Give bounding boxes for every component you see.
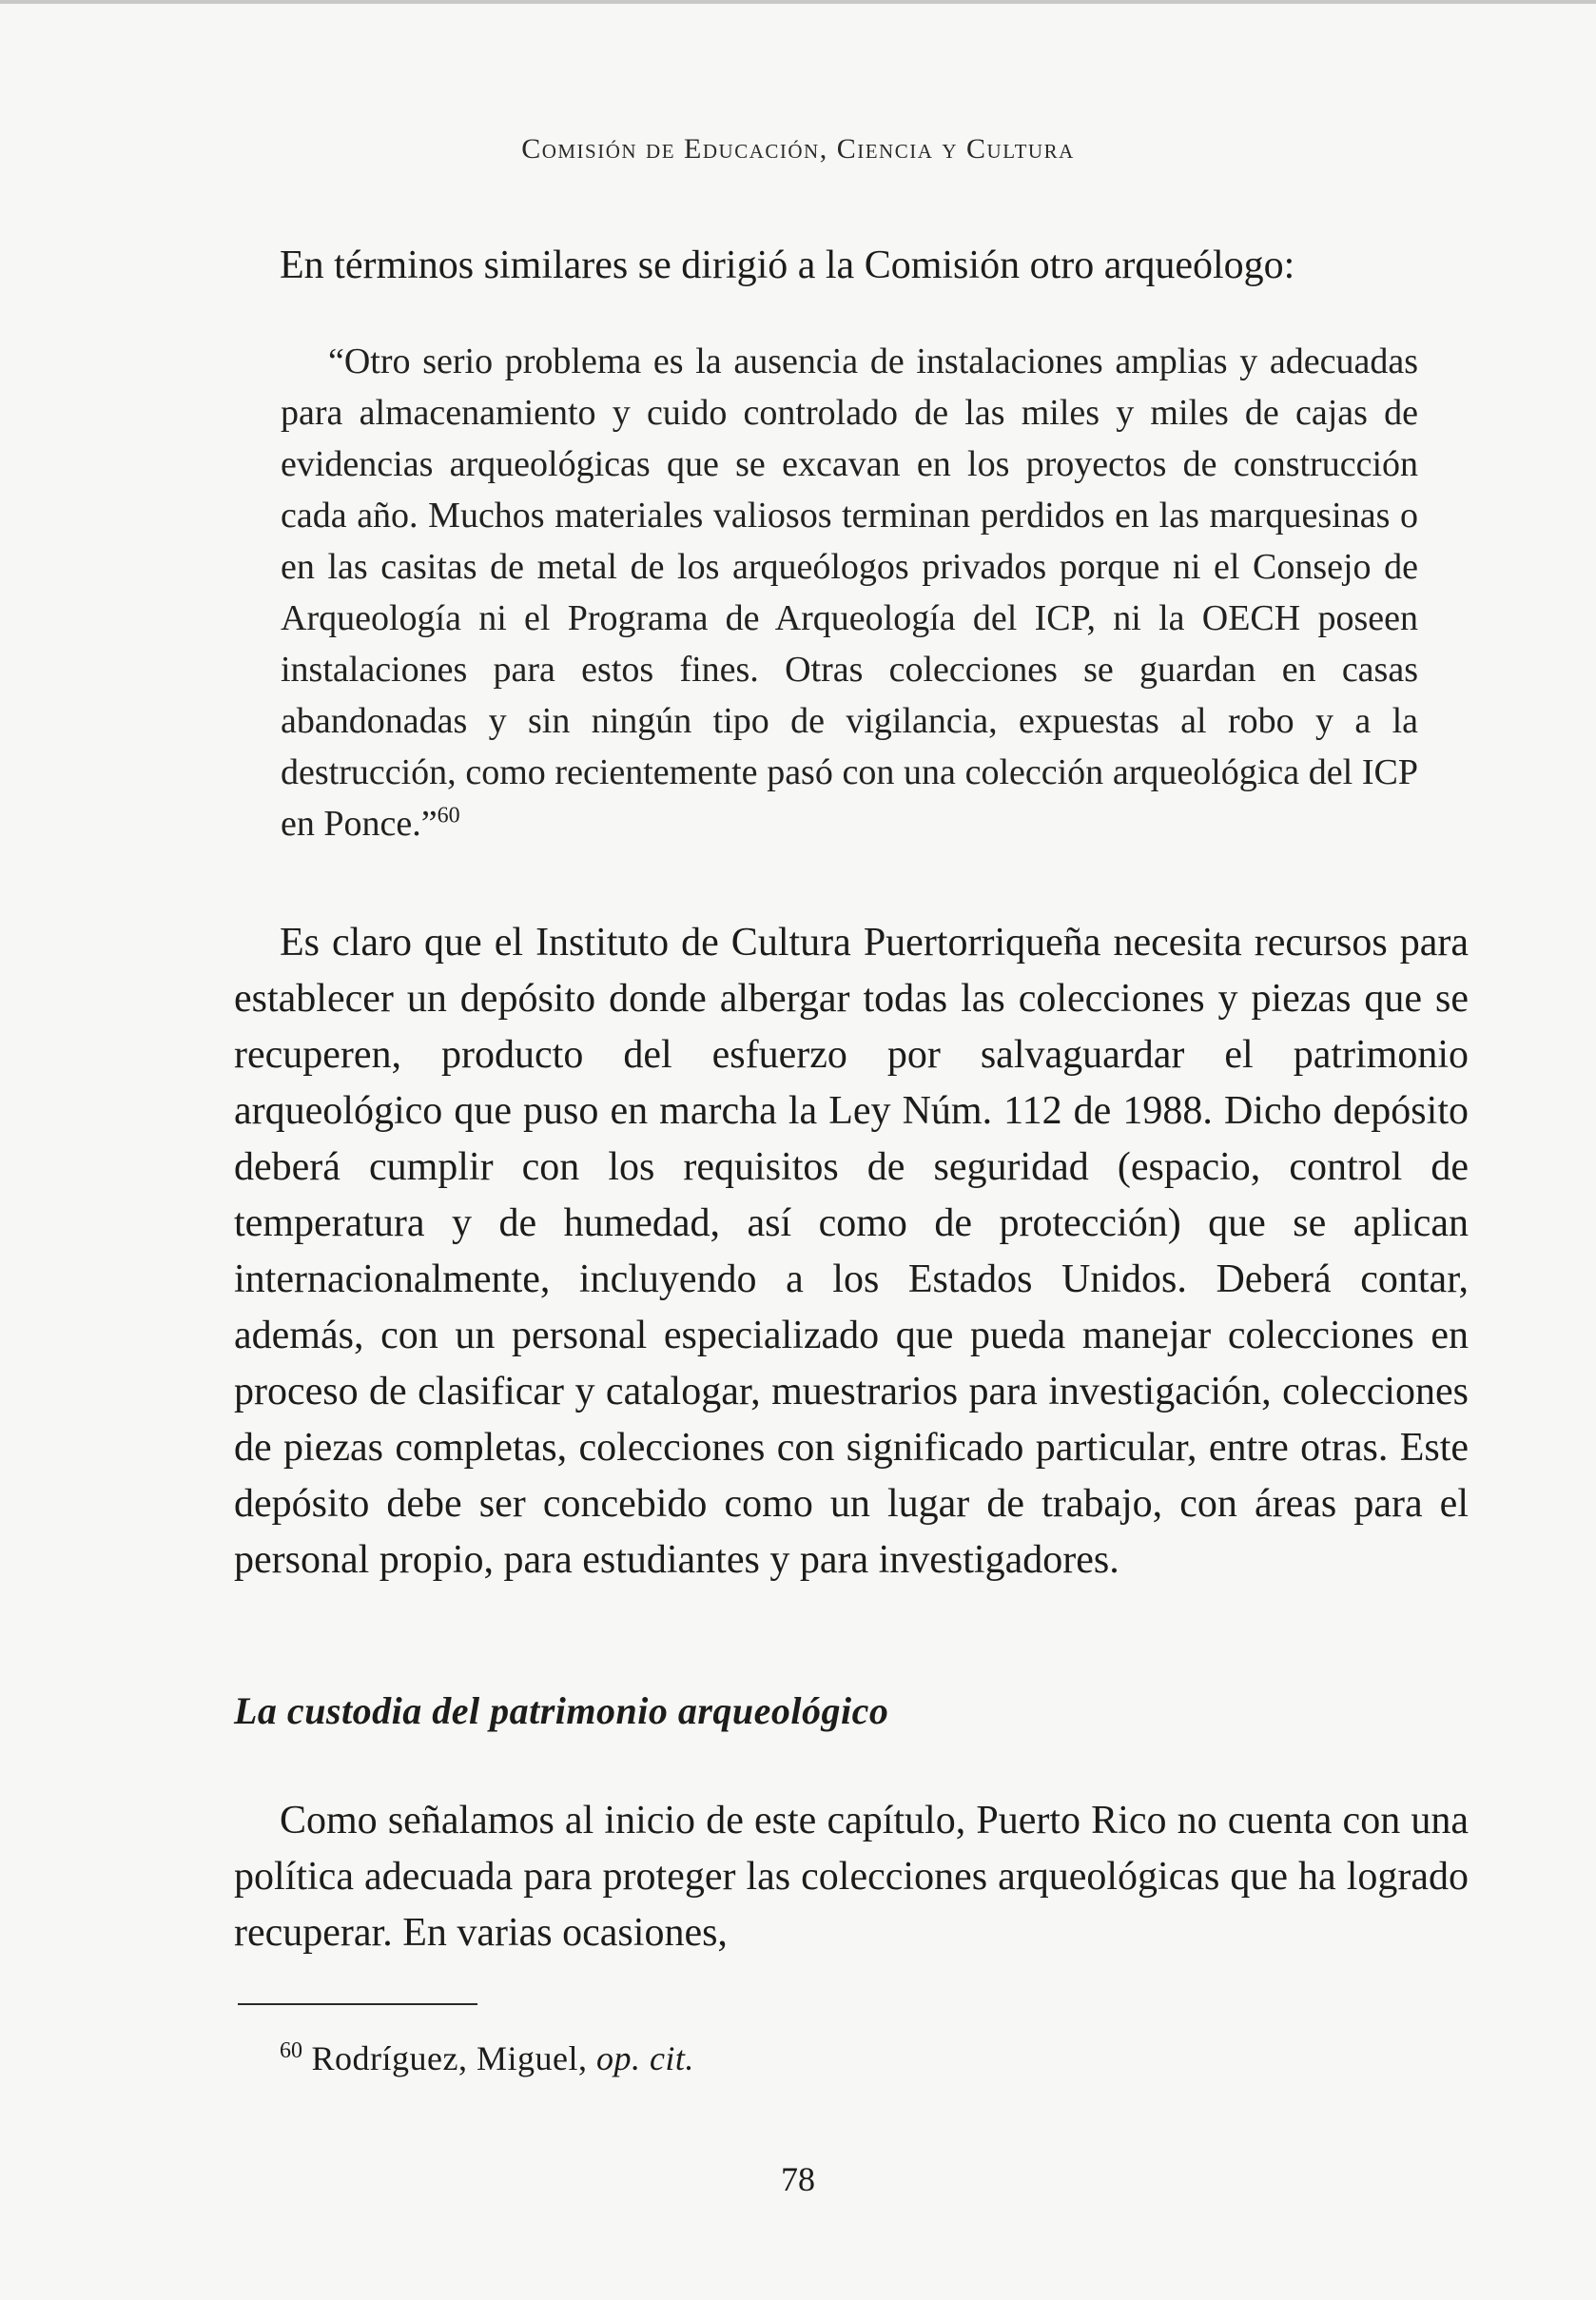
lead-paragraph: En términos similares se dirigió a la Comisión otro arqueólogo: (280, 244, 1295, 287)
running-head: Comisión de Educación, Ciencia y Cultura (521, 133, 1075, 165)
page-number: 78 (781, 2160, 815, 2198)
top-edge-rule (0, 0, 1596, 4)
section-subheading: La custodia del patrimonio arqueológico (234, 1689, 889, 1732)
footnote-60 (280, 2036, 694, 2081)
footnote-rule (238, 2003, 477, 2005)
body-paragraph-custodia: Como señalamos al inicio de este capítulo, Puerto Rico no cuenta con una política adecuada para proteger las colecciones arqueológicas que ha logrado recuperar. En varias ocasiones, (234, 1799, 1469, 1955)
note-reference-60: 60 (437, 803, 460, 828)
footnote-number: 60 (280, 2038, 302, 2063)
footnote-citation: op. cit. (595, 2039, 694, 2077)
footnote-author: Rodríguez, Miguel, (311, 2039, 596, 2077)
body-paragraph-deposito: Es claro que el Instituto de Cultura Puertorriqueña necesita recursos para establecer un depósito donde albergar todas las colecciones y piezas que se recuperen, producto del esfuerzo por salvaguardar el patrimonio arqueológico que puso en marcha la Ley Núm. 112 de 1988. Dicho depósito deberá cumplir con los requisitos de seguridad (espacio, control de temperatura y de humedad, así como de protección) que se aplican internacionalmente, incluyendo a los Estados Unidos. Deberá contar, además, con un personal especializado que pueda manejar colecciones en proceso de clasificar y catalogar, muestrarios para investigación, colecciones de piezas completas, colecciones con significado particular, entre otras. Este depósito debe ser concebido como un lugar de trabajo, con áreas para el personal propio, para estudiantes y para investigadores. (234, 921, 1469, 1582)
block-quote-text: “Otro serio problema es la ausencia de instalaciones amplias y adecuadas para almacenamiento y cuido controlado de las miles y miles de cajas de evidencias arqueológicas que se excavan en los proyectos de construcción cada año. Muchos materiales valiosos terminan perdidos en las marquesinas o en las casitas de metal de los arqueólogos privados porque ni el Consejo de Arqueología ni el Programa de Arqueología del ICP, ni la OECH poseen instalaciones para estos fines. Otras colecciones se guardan en casas abandonadas y sin ningún tipo de vigilancia, expuestas al robo y a la destrucción, como recientemente pasó con una colección arqueológica del ICP en Ponce.” (281, 341, 1418, 844)
block-quote (281, 336, 1418, 849)
